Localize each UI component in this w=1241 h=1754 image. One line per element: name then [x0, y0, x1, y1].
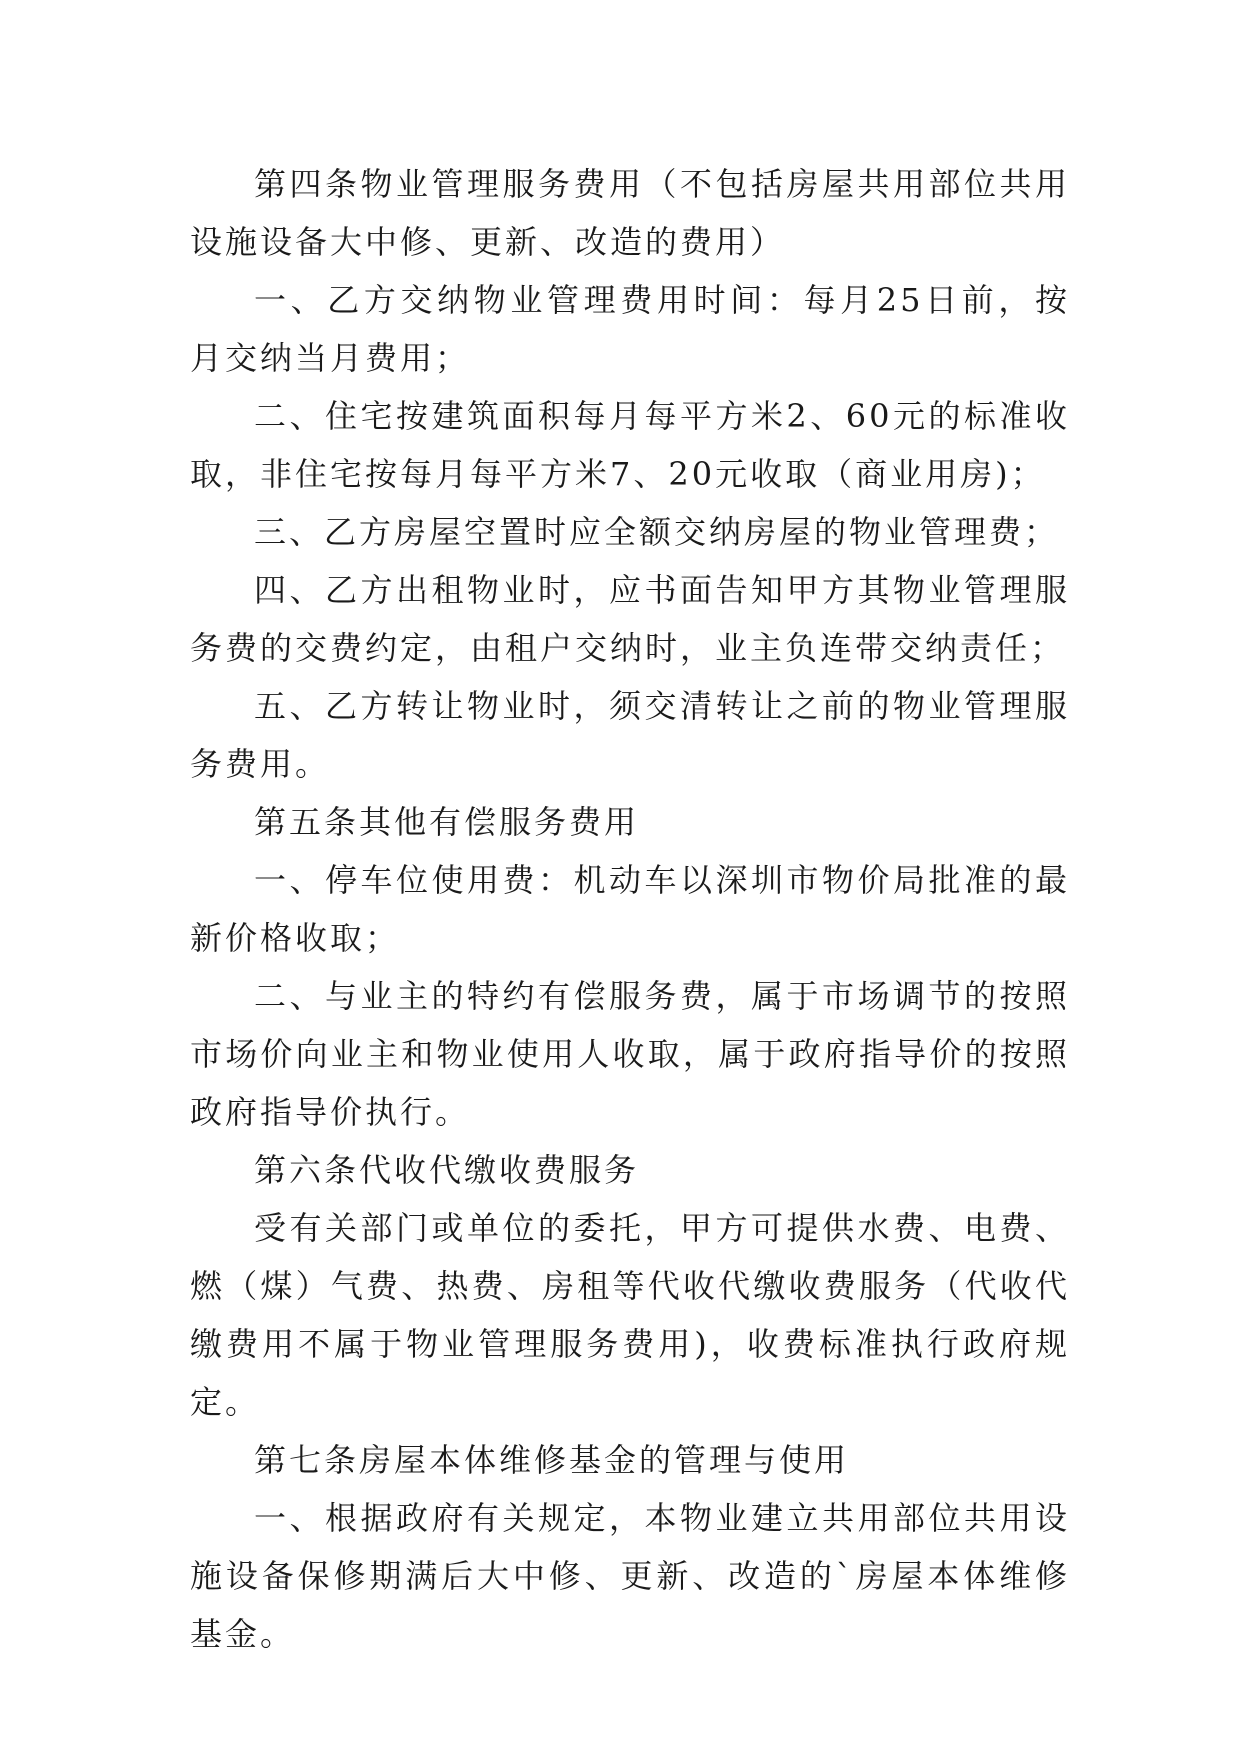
paragraph-article-4-item-4: 四、乙方出租物业时，应书面告知甲方其物业管理服务费的交费约定，由租户交纳时，业主负连带交纳责任；: [190, 571, 1070, 667]
paragraph-article-5-item-2: 二、与业主的特约有偿服务费，属于市场调节的按照市场价向业主和物业使用人收取，属于政府指导价的按照政府指导价执行。: [190, 977, 1070, 1131]
paragraph-article-6-body: 受有关部门或单位的委托，甲方可提供水费、电费、燃（煤）气费、热费、房租等代收代缴收费服务（代收代缴费用不属于物业管理服务费用)，收费标准执行政府规定。: [190, 1209, 1070, 1421]
paragraph-article-4-item-1: 一、乙方交纳物业管理费用时间：每月25日前，按月交纳当月费用；: [190, 281, 1070, 377]
paragraph-article-5-title: 第五条其他有偿服务费用: [254, 803, 640, 841]
paragraph-article-4-title: 第四条物业管理服务费用（不包括房屋共用部位共用设施设备大中修、更新、改造的费用）: [190, 165, 1070, 261]
paragraph-article-4-item-3: 三、乙方房屋空置时应全额交纳房屋的物业管理费；: [254, 513, 1060, 551]
paragraph-article-4-item-2: 二、住宅按建筑面积每月每平方米2、60元的标准收取，非住宅按每月每平方米7、20元收取（商业用房)；: [190, 397, 1070, 493]
paragraph-article-5-item-1: 一、停车位使用费：机动车以深圳市物价局批准的最新价格收取；: [190, 861, 1070, 957]
document-body: [190, 155, 1070, 1663]
paragraph-article-4-item-5: 五、乙方转让物业时，须交清转让之前的物业管理服务费用。: [190, 687, 1070, 783]
paragraph-article-7-item-1: 一、根据政府有关规定，本物业建立共用部位共用设施设备保修期满后大中修、更新、改造的`房屋本体维修基金。: [190, 1499, 1070, 1653]
paragraph-article-6-title: 第六条代收代缴收费服务: [254, 1151, 640, 1189]
paragraph-article-7-title: 第七条房屋本体维修基金的管理与使用: [254, 1441, 850, 1479]
